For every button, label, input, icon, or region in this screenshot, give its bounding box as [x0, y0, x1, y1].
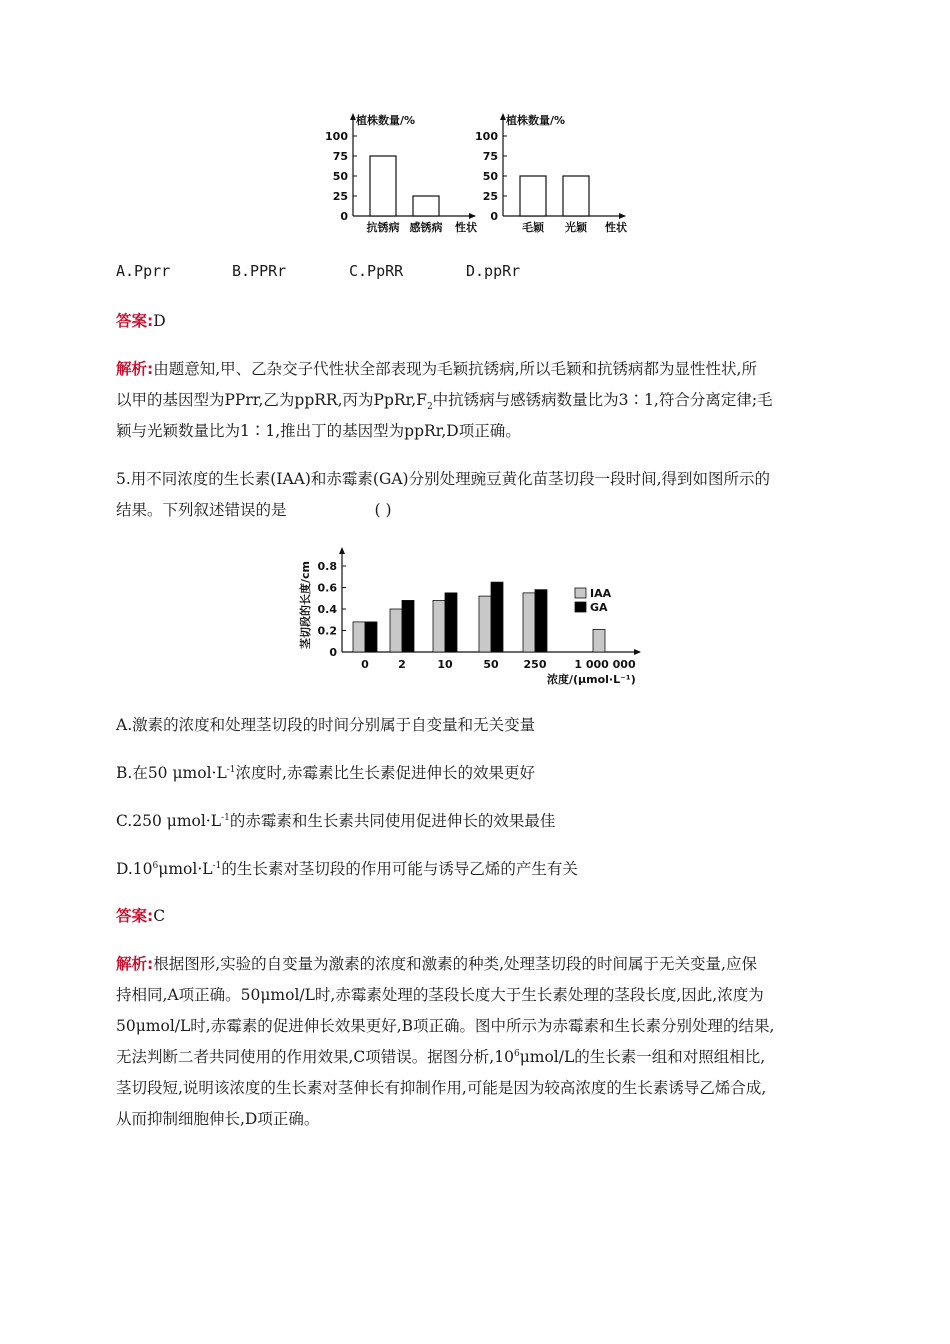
x-tick-label: 250	[523, 658, 547, 671]
x-tick-label: 感锈病	[409, 221, 443, 234]
option-text: μmol·L	[158, 860, 213, 878]
option-text: C.250 μmol·L	[116, 812, 222, 830]
legend-swatch	[575, 588, 586, 598]
x-tick-label: 抗锈病	[366, 221, 400, 234]
analysis-text: 无法判断二者共同使用的作用效果,C项错误。据图分析,10	[116, 1048, 514, 1066]
ga-bar	[535, 590, 547, 652]
option-b	[116, 761, 535, 783]
analysis-line: 从而抑制细胞伸长,D项正确。	[116, 1110, 320, 1128]
analysis-line: 茎切段短,说明该浓度的生长素对茎伸长有抑制作用,可能是因为较高浓度的生长素诱导乙烯合成,	[116, 1079, 767, 1097]
y-tick-label: 75	[332, 150, 348, 163]
glume-hair-chart	[475, 113, 627, 234]
analysis-line	[116, 357, 757, 379]
option-d	[116, 857, 578, 879]
iaa-bar	[353, 622, 365, 652]
option-text: 浓度时,赤霉素比生长素促进伸长的效果更好	[235, 764, 535, 782]
analysis-text: μmol/L的生长素一组和对照组相比,	[519, 1048, 766, 1066]
analysis-text: 中抗锈病与感锈病数量比为3∶1,符合分离定律;毛	[432, 391, 773, 409]
analysis-text: 根据图形,实验的自变量为激素的浓度和激素的种类,处理茎切段的时间属于无关变量,应保	[153, 955, 757, 973]
legend-swatch	[575, 602, 586, 612]
y-tick-label: 25	[482, 190, 498, 203]
iaa-bar	[390, 609, 402, 652]
y-tick-label: 0.4	[317, 603, 337, 616]
x-axis-label: 性状	[455, 221, 477, 234]
y-axis-label: 茎切段的长度/cm	[299, 561, 312, 649]
x-tick-label: 光颖	[565, 221, 587, 234]
option-c: C.PpRR	[349, 262, 404, 280]
legend-label: GA	[590, 601, 608, 614]
x-axis-arrow	[619, 213, 626, 219]
x-tick-label: 50	[483, 658, 499, 671]
iaa-bar	[523, 593, 535, 652]
question-stem-text: 结果。下列叙述错误的是	[116, 501, 287, 519]
x-tick-label: 毛颖	[522, 221, 544, 234]
x-axis-arrow	[634, 649, 641, 655]
y-tick-label: 50	[332, 170, 348, 183]
y-axis-label: 植株数量/%	[506, 114, 566, 127]
option-c	[116, 809, 555, 831]
rust-resistance-chart	[325, 113, 477, 234]
option-b: B.PPRr	[232, 262, 287, 280]
ga-bar	[402, 600, 414, 652]
option-text: D.10	[116, 860, 153, 878]
hormone-chart	[295, 545, 660, 690]
option-text: B.在50 μmol·L	[116, 764, 227, 782]
x-axis-arrow	[469, 213, 476, 219]
option-text: 的赤霉素和生长素共同使用促进伸长的效果最佳	[229, 812, 556, 830]
y-tick-label: 0.2	[317, 624, 337, 638]
analysis-line: 颖与光颖数量比为1∶1,推出丁的基因型为ppRr,D项正确。	[116, 422, 521, 440]
analysis-line	[116, 1045, 765, 1067]
trait-charts	[320, 108, 640, 238]
superscript: 6	[513, 1048, 520, 1059]
superscript: -1	[221, 812, 230, 823]
answer-bracket: ( )	[374, 501, 392, 519]
analysis-text: 由题意知,甲、乙杂交子代性状全部表现为毛颖抗锈病,所以毛颖和抗锈病都为显性性状,所	[153, 360, 757, 378]
iaa-bar	[433, 600, 445, 652]
option-a: A.Pprr	[116, 262, 171, 280]
analysis-text: 以甲的基因型为PPrr,乙为ppRR,丙为PpRr,F	[116, 391, 427, 409]
answer-value: D	[153, 312, 166, 330]
x-axis-label: 浓度/(μmol·L⁻¹)	[547, 673, 636, 686]
option-a: A.激素的浓度和处理茎切段的时间分别属于自变量和无关变量	[116, 716, 536, 734]
ga-bar	[491, 582, 503, 652]
option-d: D.ppRr	[466, 262, 521, 280]
y-axis-label: 植株数量/%	[356, 114, 416, 127]
analysis-line: 持相同,A项正确。50μmol/L时,赤霉素处理的茎段长度大于生长素处理的茎段长度,因此,浓度为	[116, 986, 764, 1004]
analysis-line	[116, 952, 757, 974]
answer-label: 答案:	[116, 907, 154, 925]
y-tick-label: 25	[332, 190, 348, 203]
y-tick-label: 0	[329, 646, 337, 659]
ga-bar	[365, 622, 377, 652]
option-text: 的生长素对茎切段的作用可能与诱导乙烯的产生有关	[221, 860, 578, 878]
superscript: -1	[212, 860, 222, 871]
y-axis-arrow	[339, 547, 345, 554]
iaa-bar	[479, 596, 491, 652]
bar	[520, 176, 546, 216]
answer-value: C	[153, 907, 166, 925]
answer-line	[116, 309, 166, 331]
analysis-line	[116, 388, 773, 413]
x-tick-label: 0	[361, 658, 369, 671]
y-tick-label: 50	[482, 170, 498, 183]
bar	[413, 196, 439, 216]
y-tick-label: 75	[482, 150, 498, 163]
y-tick-label: 0	[490, 210, 498, 223]
ga-bar	[445, 593, 457, 652]
x-tick-label: 10	[437, 658, 453, 671]
superscript: -1	[226, 764, 236, 775]
bar	[563, 176, 589, 216]
y-tick-label: 0	[340, 210, 348, 223]
superscript: 6	[152, 860, 159, 871]
legend-label: IAA	[590, 587, 612, 600]
analysis-line: 50μmol/L时,赤霉素的促进伸长效果更好,B项正确。图中所示为赤霉素和生长素分别处理的结果,	[116, 1017, 775, 1035]
x-tick-label: 2	[398, 658, 406, 671]
question-stem: 5.用不同浓度的生长素(IAA)和赤霉素(GA)分别处理豌豆黄化苗茎切段一段时间,得到如图所示的	[116, 470, 770, 488]
y-tick-label: 100	[325, 130, 348, 143]
answer-line	[116, 904, 165, 926]
y-tick-label: 100	[475, 130, 498, 143]
y-tick-label: 0.6	[317, 581, 337, 595]
analysis-label: 解析:	[116, 360, 154, 378]
analysis-label: 解析:	[116, 955, 154, 973]
x-axis-label: 性状	[605, 221, 627, 234]
question-stem	[116, 498, 392, 520]
x-tick-label: 1 000 000	[574, 658, 636, 671]
answer-label: 答案:	[116, 312, 154, 330]
y-tick-label: 0.8	[317, 560, 337, 573]
bar	[370, 156, 396, 216]
subscript: 2	[426, 402, 433, 413]
iaa-bar	[593, 629, 605, 652]
